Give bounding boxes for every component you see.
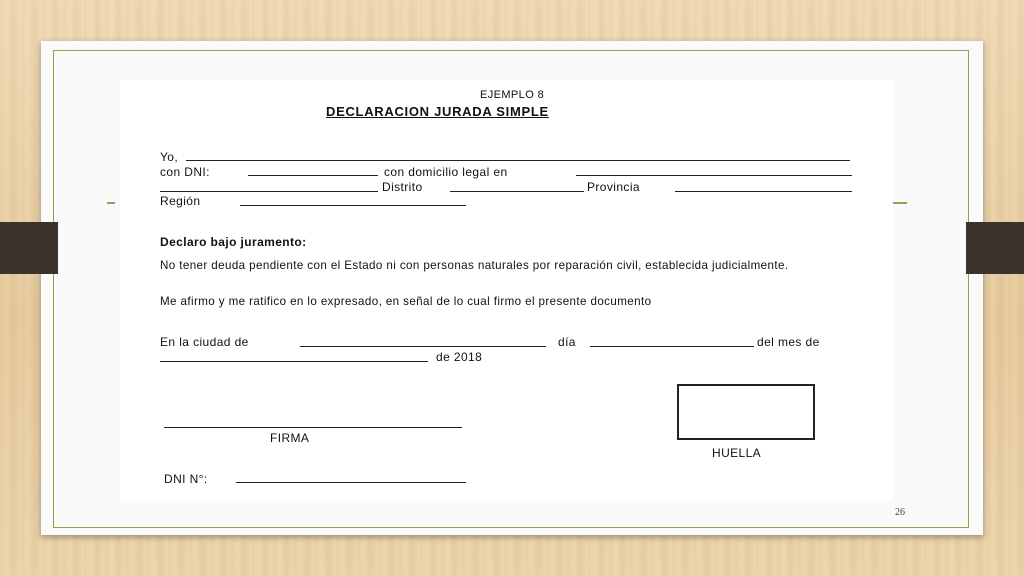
- page-number: 26: [895, 507, 905, 518]
- yo-underline: [186, 160, 850, 161]
- declaration-document: [120, 80, 893, 500]
- firma-label: FIRMA: [270, 431, 310, 445]
- ciudad-label: En la ciudad de: [160, 335, 249, 349]
- anio-label: de 2018: [436, 350, 483, 364]
- decorative-tab-left: [0, 222, 64, 274]
- provincia-label: Provincia: [587, 180, 640, 194]
- mes-underline: [160, 361, 428, 362]
- paragraph-ratifico: Me afirmo y me ratifico en lo expresado, en señal de lo cual firmo el presente documento: [160, 295, 652, 308]
- example-label: EJEMPLO 8: [480, 89, 545, 101]
- ciudad-underline: [300, 346, 546, 347]
- domicilio-label: con domicilio legal en: [384, 165, 508, 179]
- domicilio-underline: [576, 175, 852, 176]
- distrito-underline: [450, 191, 584, 192]
- firma-underline: [164, 427, 462, 428]
- dni-number-label: DNI N°:: [164, 472, 208, 486]
- dia-underline: [590, 346, 754, 347]
- dni-label: con DNI:: [160, 165, 210, 179]
- dni-underline: [248, 175, 378, 176]
- declaro-heading: Declaro bajo juramento:: [160, 235, 307, 249]
- region-underline: [240, 205, 466, 206]
- provincia-underline: [675, 191, 852, 192]
- fingerprint-box: [677, 384, 815, 440]
- accent-line-left: [107, 202, 115, 204]
- yo-label: Yo,: [160, 150, 179, 164]
- decorative-tab-right: [960, 222, 1024, 274]
- dni-number-underline: [236, 482, 466, 483]
- distrito-label: Distrito: [382, 180, 423, 194]
- huella-label: HUELLA: [712, 446, 762, 460]
- document-title: DECLARACION JURADA SIMPLE: [326, 104, 549, 119]
- dia-label: día: [558, 335, 576, 349]
- address-underline: [160, 191, 378, 192]
- mes-label: del mes de: [757, 335, 820, 349]
- paragraph-deuda: No tener deuda pendiente con el Estado ni con personas naturales por reparación civil, establecida judicialmente.: [160, 259, 789, 272]
- region-label: Región: [160, 194, 201, 208]
